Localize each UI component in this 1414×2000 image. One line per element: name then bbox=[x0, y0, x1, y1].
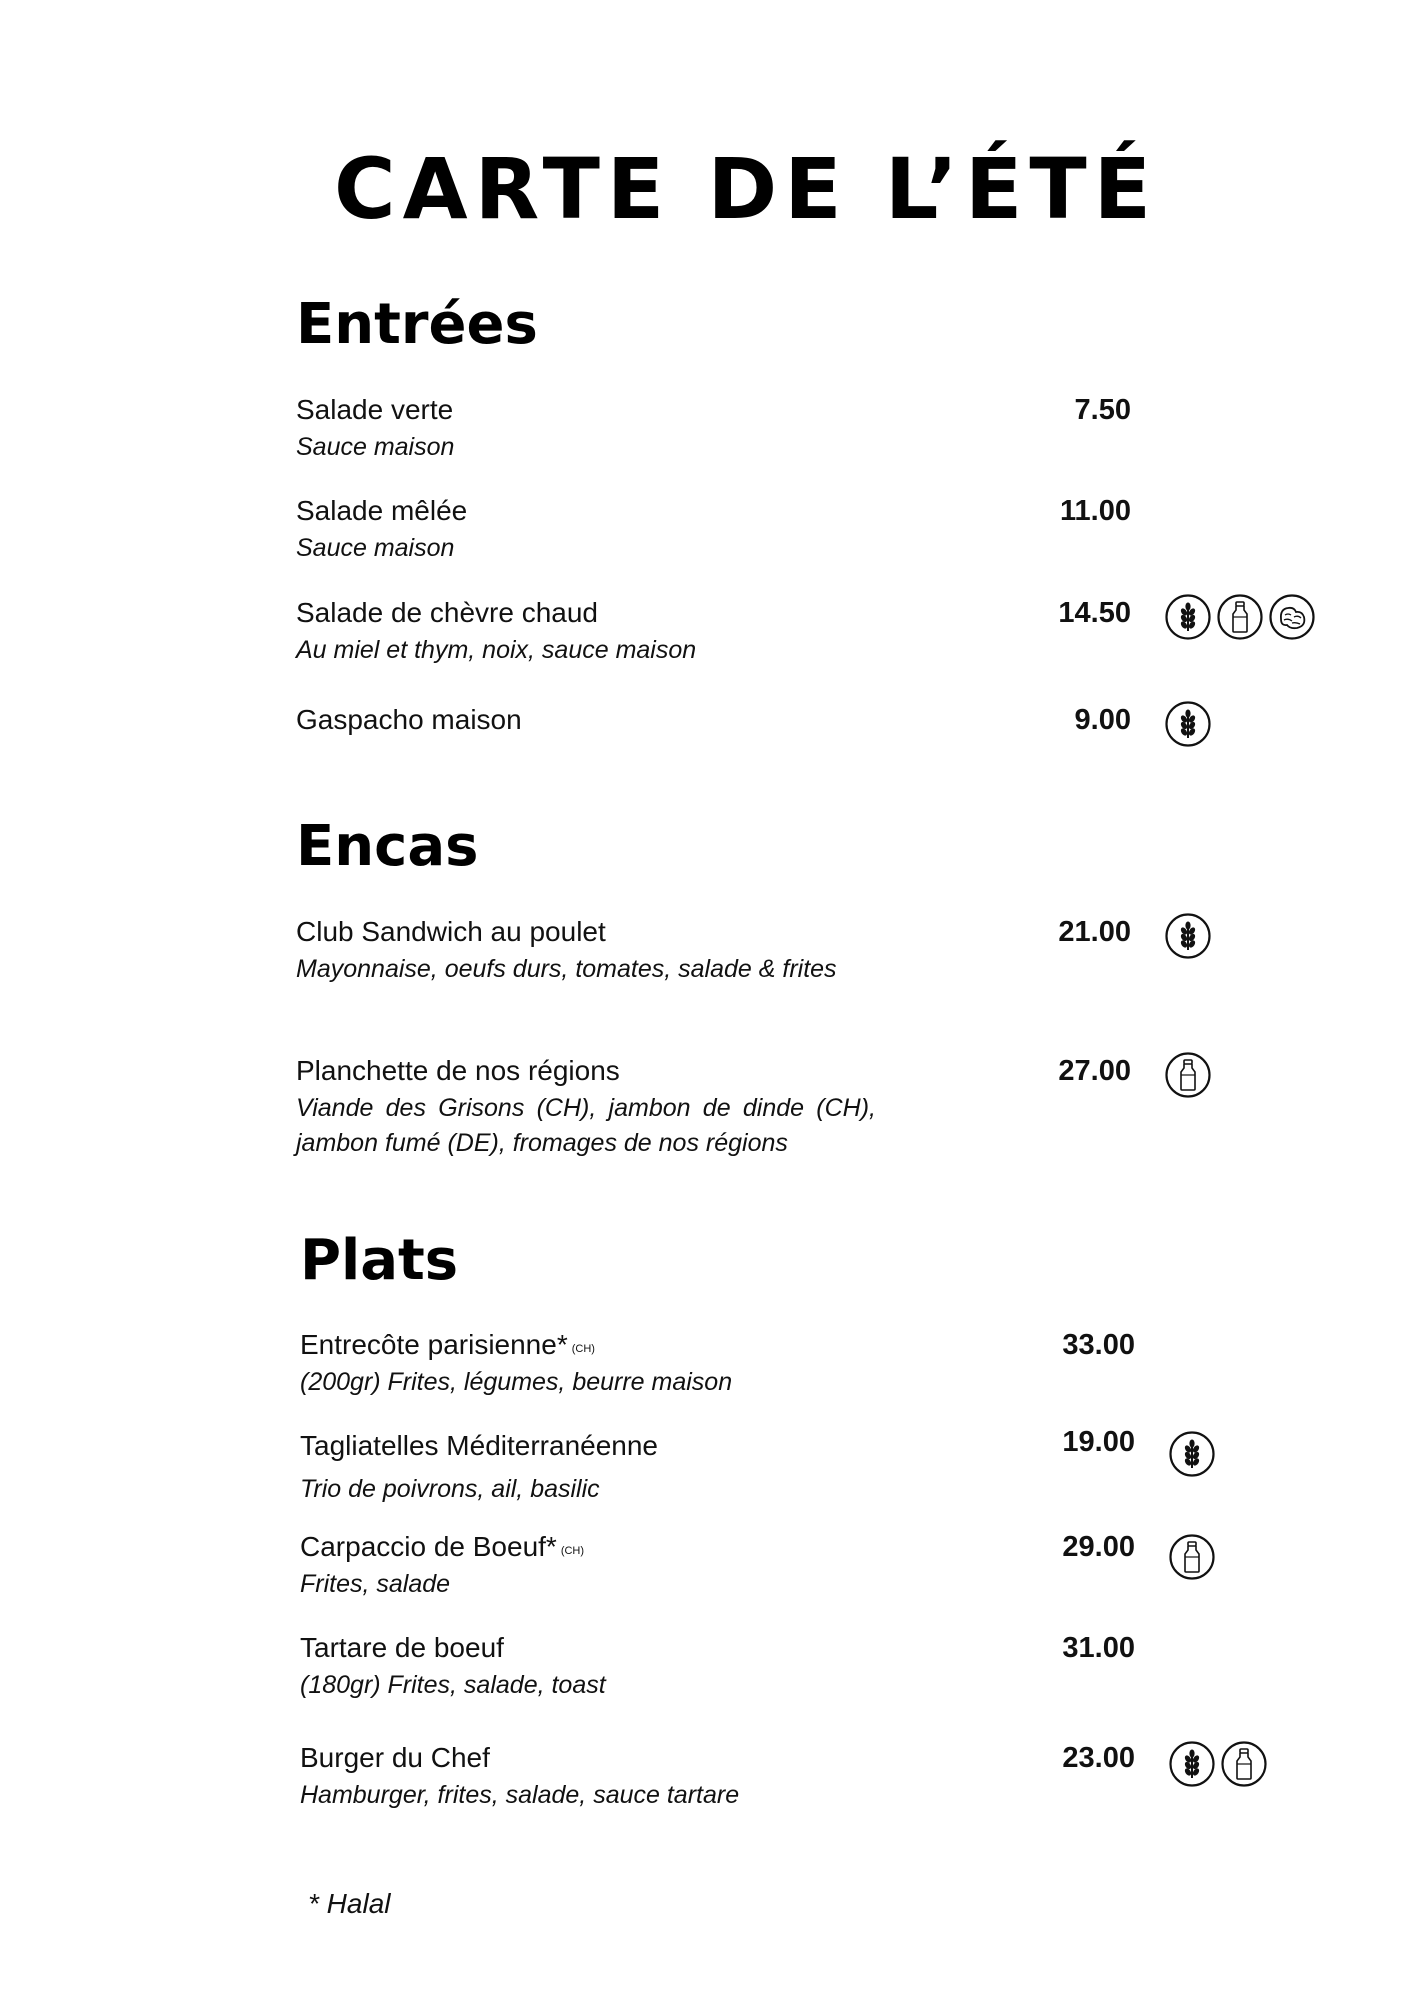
item-description: Sauce maison bbox=[296, 433, 455, 461]
item-description: Mayonnaise, oeufs durs, tomates, salade & frites bbox=[296, 955, 837, 983]
milk-icon bbox=[1168, 1533, 1216, 1581]
allergen-icons bbox=[1164, 593, 1316, 641]
item-name: Planchette de nos régions bbox=[296, 1055, 620, 1086]
allergen-icons bbox=[1168, 1533, 1216, 1581]
item-price: 33.00 bbox=[1062, 1329, 1135, 1361]
item-price: 14.50 bbox=[1058, 597, 1131, 629]
gluten-icon bbox=[1164, 593, 1212, 641]
section-title-plats: Plats bbox=[300, 1228, 459, 1293]
milk-icon bbox=[1164, 1051, 1212, 1099]
allergen-icons bbox=[1164, 912, 1212, 960]
item-price: 7.50 bbox=[1074, 394, 1131, 426]
item-description: (180gr) Frites, salade, toast bbox=[300, 1671, 606, 1699]
nuts-icon bbox=[1268, 593, 1316, 641]
gluten-icon bbox=[1164, 912, 1212, 960]
item-description: Viande des Grisons (CH), jambon de dinde (CH), jambon fumé (DE), fromages de nos régions bbox=[296, 1094, 876, 1157]
item-name: Club Sandwich au poulet bbox=[296, 916, 606, 947]
item-price: 31.00 bbox=[1062, 1632, 1135, 1664]
allergen-icons bbox=[1168, 1430, 1216, 1478]
item-name: Salade de chèvre chaud bbox=[296, 597, 598, 628]
allergen-icons bbox=[1168, 1740, 1268, 1788]
item-price: 27.00 bbox=[1058, 1055, 1131, 1087]
milk-icon bbox=[1220, 1740, 1268, 1788]
item-price: 11.00 bbox=[1060, 495, 1131, 527]
gluten-icon bbox=[1168, 1740, 1216, 1788]
allergen-icons bbox=[1164, 700, 1212, 748]
origin-label: (CH) bbox=[571, 1343, 595, 1355]
menu-title: CARTE DE L’ÉTÉ bbox=[334, 140, 1159, 238]
halal-footnote: * Halal bbox=[308, 1888, 391, 1919]
item-price: 23.00 bbox=[1062, 1742, 1135, 1774]
gluten-icon bbox=[1164, 700, 1212, 748]
gluten-icon bbox=[1168, 1430, 1216, 1478]
item-description: (200gr) Frites, légumes, beurre maison bbox=[300, 1368, 733, 1396]
item-name: Gaspacho maison bbox=[296, 704, 522, 735]
item-name: Salade mêlée bbox=[296, 495, 468, 526]
origin-label: (CH) bbox=[560, 1545, 585, 1557]
item-name: Tartare de boeuf bbox=[300, 1632, 504, 1663]
item-description: Frites, salade bbox=[300, 1570, 451, 1598]
item-name: Entrecôte parisienne* (CH) bbox=[300, 1329, 595, 1360]
item-description: Trio de poivrons, ail, basilic bbox=[300, 1475, 600, 1503]
item-description: Sauce maison bbox=[296, 534, 455, 562]
item-description: Hamburger, frites, salade, sauce tartare bbox=[300, 1781, 740, 1809]
item-description: Au miel et thym, noix, sauce maison bbox=[296, 636, 697, 664]
item-price: 29.00 bbox=[1062, 1531, 1135, 1563]
item-name: Salade verte bbox=[296, 394, 454, 425]
item-price: 9.00 bbox=[1074, 704, 1131, 736]
item-price: 21.00 bbox=[1058, 916, 1131, 948]
section-title-encas: Encas bbox=[296, 814, 479, 879]
item-name: Carpaccio de Boeuf* (CH) bbox=[300, 1531, 585, 1562]
item-name: Burger du Chef bbox=[300, 1742, 490, 1773]
section-title-entrees: Entrées bbox=[296, 292, 538, 357]
milk-icon bbox=[1216, 593, 1264, 641]
item-name: Tagliatelles Méditerranéenne bbox=[300, 1430, 658, 1461]
allergen-icons bbox=[1164, 1051, 1212, 1099]
item-price: 19.00 bbox=[1062, 1426, 1135, 1458]
